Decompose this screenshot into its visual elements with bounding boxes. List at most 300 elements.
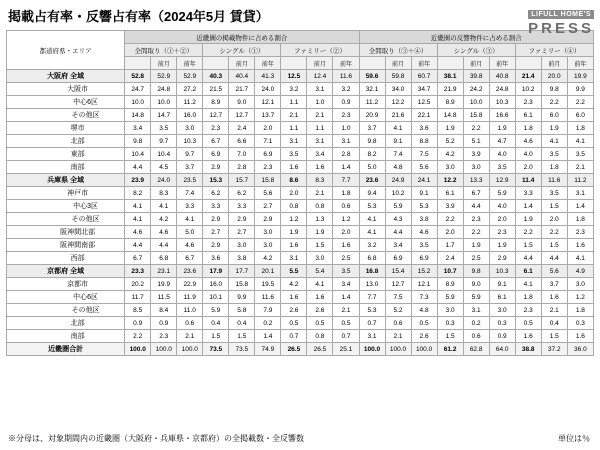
cell-value: 2.3 bbox=[255, 161, 281, 174]
cell-value: 0.7 bbox=[359, 317, 385, 330]
cell-value: 8.6 bbox=[281, 174, 307, 187]
cell-value: 4.1 bbox=[359, 213, 385, 226]
cell-value: 10.7 bbox=[437, 265, 463, 278]
cell-value: 23.9 bbox=[125, 174, 151, 187]
cell-value: 2.2 bbox=[463, 122, 489, 135]
cell-value: 12.2 bbox=[385, 96, 411, 109]
table-row bbox=[7, 265, 594, 278]
row-label: 阪神間南部 bbox=[7, 239, 125, 252]
cell-value: 11.6 bbox=[333, 70, 359, 83]
cell-value: 1.6 bbox=[541, 291, 567, 304]
cell-value: 2.2 bbox=[437, 213, 463, 226]
cell-value: 9.7 bbox=[151, 135, 177, 148]
cell-value: 1.6 bbox=[307, 161, 333, 174]
cell-value: 3.0 bbox=[489, 304, 515, 317]
row-label: その他区 bbox=[7, 304, 125, 317]
cell-value: 34.7 bbox=[411, 83, 437, 96]
cell-value: 4.1 bbox=[515, 278, 541, 291]
cell-value: 9.8 bbox=[125, 135, 151, 148]
cell-value: 4.5 bbox=[151, 161, 177, 174]
cell-value: 4.7 bbox=[489, 135, 515, 148]
cell-value: 1.4 bbox=[567, 200, 593, 213]
cell-value: 4.4 bbox=[541, 252, 567, 265]
period-header-prev-year-5: 前年 bbox=[567, 57, 593, 70]
row-label: 近畿圏合計 bbox=[7, 343, 125, 356]
cell-value: 2.1 bbox=[307, 109, 333, 122]
cell-value: 0.3 bbox=[489, 317, 515, 330]
cell-value: 2.0 bbox=[541, 213, 567, 226]
cell-value: 0.4 bbox=[203, 317, 229, 330]
cell-value: 9.1 bbox=[411, 187, 437, 200]
cell-value: 4.4 bbox=[463, 200, 489, 213]
cell-value: 6.1 bbox=[515, 265, 541, 278]
cell-value: 3.5 bbox=[541, 148, 567, 161]
cell-value: 10.2 bbox=[515, 83, 541, 96]
cell-value: 13.7 bbox=[255, 109, 281, 122]
cell-value: 12.1 bbox=[255, 96, 281, 109]
cell-value: 9.1 bbox=[385, 135, 411, 148]
page-title: 掲載占有率・反響占有率（2024年5月 賃貸） bbox=[8, 9, 269, 24]
cell-value: 1.5 bbox=[307, 239, 333, 252]
cell-value: 2.6 bbox=[411, 330, 437, 343]
cell-value: 14.7 bbox=[151, 109, 177, 122]
cell-value: 1.8 bbox=[567, 304, 593, 317]
cell-value: 9.8 bbox=[463, 265, 489, 278]
cell-value: 73.5 bbox=[229, 343, 255, 356]
sub-header-response-family: ファミリー（④） bbox=[515, 44, 593, 57]
cell-value: 11.6 bbox=[541, 174, 567, 187]
cell-value: 5.6 bbox=[541, 265, 567, 278]
cell-value: 5.9 bbox=[385, 200, 411, 213]
cell-value: 5.0 bbox=[177, 226, 203, 239]
cell-value: 2.3 bbox=[515, 304, 541, 317]
table-row bbox=[7, 343, 594, 356]
cell-value: 2.7 bbox=[255, 200, 281, 213]
period-header-prev-year-4: 前年 bbox=[489, 57, 515, 70]
cell-value: 100.0 bbox=[411, 343, 437, 356]
table-row bbox=[7, 304, 594, 317]
cell-value: 3.3 bbox=[177, 200, 203, 213]
cell-value: 4.1 bbox=[307, 278, 333, 291]
period-header-prev-year-2: 前年 bbox=[333, 57, 359, 70]
occupancy-table bbox=[6, 30, 594, 356]
cell-value: 0.8 bbox=[307, 330, 333, 343]
cell-value: 3.8 bbox=[411, 213, 437, 226]
group-header-listing: 近畿圏の掲載物件に占める割合 bbox=[125, 31, 359, 44]
cell-value: 22.9 bbox=[177, 278, 203, 291]
cell-value: 3.1 bbox=[567, 187, 593, 200]
cell-value: 3.1 bbox=[333, 135, 359, 148]
cell-value: 5.9 bbox=[489, 187, 515, 200]
period-header-prev-month-0: 前月 bbox=[151, 57, 177, 70]
cell-value: 24.0 bbox=[255, 83, 281, 96]
row-label: 南部 bbox=[7, 161, 125, 174]
cell-value: 2.1 bbox=[307, 187, 333, 200]
cell-value: 20.1 bbox=[255, 265, 281, 278]
cell-value: 2.1 bbox=[541, 304, 567, 317]
cell-value: 4.3 bbox=[385, 213, 411, 226]
row-label: 北部 bbox=[7, 317, 125, 330]
cell-value: 1.6 bbox=[567, 330, 593, 343]
cell-value: 5.6 bbox=[411, 161, 437, 174]
cell-value: 23.1 bbox=[151, 265, 177, 278]
cell-value: 40.4 bbox=[229, 70, 255, 83]
cell-value: 2.9 bbox=[229, 213, 255, 226]
cell-value: 61.2 bbox=[437, 343, 463, 356]
table-row bbox=[7, 252, 594, 265]
period-header-prev-month-1: 前月 bbox=[229, 57, 255, 70]
cell-value: 74.9 bbox=[255, 343, 281, 356]
cell-value: 26.5 bbox=[307, 343, 333, 356]
cell-value: 3.0 bbox=[437, 304, 463, 317]
cell-value: 3.2 bbox=[281, 83, 307, 96]
row-label: 兵庫県 全域 bbox=[7, 174, 125, 187]
cell-value: 1.8 bbox=[515, 122, 541, 135]
cell-value: 59.8 bbox=[385, 70, 411, 83]
cell-value: 15.8 bbox=[255, 174, 281, 187]
cell-value: 3.3 bbox=[203, 200, 229, 213]
cell-value: 1.1 bbox=[281, 96, 307, 109]
table-row bbox=[7, 83, 594, 96]
cell-value: 2.3 bbox=[203, 122, 229, 135]
cell-value: 1.2 bbox=[281, 213, 307, 226]
period-header-prev-month-3: 前月 bbox=[385, 57, 411, 70]
cell-value: 13.3 bbox=[463, 174, 489, 187]
cell-value: 13.0 bbox=[359, 278, 385, 291]
cell-value: 1.7 bbox=[437, 239, 463, 252]
cell-value: 6.0 bbox=[541, 109, 567, 122]
cell-value: 9.1 bbox=[489, 278, 515, 291]
cell-value: 100.0 bbox=[177, 343, 203, 356]
cell-value: 6.1 bbox=[437, 187, 463, 200]
cell-value: 21.6 bbox=[385, 109, 411, 122]
cell-value: 2.7 bbox=[203, 226, 229, 239]
sub-header-listing-all: 全間取り（①＋②） bbox=[125, 44, 203, 57]
table-row bbox=[7, 135, 594, 148]
row-label: 阪神間北部 bbox=[7, 226, 125, 239]
cell-value: 24.7 bbox=[125, 83, 151, 96]
cell-value: 7.7 bbox=[333, 174, 359, 187]
cell-value: 0.4 bbox=[229, 317, 255, 330]
cell-value: 0.5 bbox=[281, 317, 307, 330]
cell-value: 41.3 bbox=[255, 70, 281, 83]
cell-value: 1.9 bbox=[541, 122, 567, 135]
row-label: 京都府 全域 bbox=[7, 265, 125, 278]
cell-value: 19.5 bbox=[255, 278, 281, 291]
cell-value: 1.1 bbox=[281, 122, 307, 135]
cell-value: 0.8 bbox=[307, 200, 333, 213]
cell-value: 64.0 bbox=[489, 343, 515, 356]
cell-value: 11.7 bbox=[125, 291, 151, 304]
cell-value: 2.3 bbox=[333, 109, 359, 122]
row-label: 北部 bbox=[7, 135, 125, 148]
cell-value: 0.8 bbox=[281, 200, 307, 213]
table-row bbox=[7, 213, 594, 226]
cell-value: 2.9 bbox=[203, 161, 229, 174]
cell-value: 4.6 bbox=[515, 135, 541, 148]
cell-value: 10.4 bbox=[151, 148, 177, 161]
cell-value: 2.2 bbox=[515, 226, 541, 239]
cell-value: 0.9 bbox=[125, 317, 151, 330]
cell-value: 6.7 bbox=[203, 135, 229, 148]
period-header-current-5 bbox=[515, 57, 541, 70]
cell-value: 4.8 bbox=[411, 304, 437, 317]
cell-value: 2.2 bbox=[125, 330, 151, 343]
cell-value: 7.7 bbox=[359, 291, 385, 304]
cell-value: 6.8 bbox=[359, 252, 385, 265]
cell-value: 1.2 bbox=[333, 213, 359, 226]
cell-value: 10.3 bbox=[489, 265, 515, 278]
cell-value: 5.3 bbox=[359, 304, 385, 317]
cell-value: 7.4 bbox=[385, 148, 411, 161]
cell-value: 0.6 bbox=[177, 317, 203, 330]
cell-value: 0.9 bbox=[489, 330, 515, 343]
cell-value: 9.4 bbox=[359, 187, 385, 200]
cell-value: 1.8 bbox=[567, 122, 593, 135]
cell-value: 1.5 bbox=[229, 330, 255, 343]
cell-value: 1.5 bbox=[541, 200, 567, 213]
cell-value: 1.9 bbox=[489, 122, 515, 135]
cell-value: 23.5 bbox=[177, 174, 203, 187]
cell-value: 10.1 bbox=[203, 291, 229, 304]
cell-value: 4.0 bbox=[489, 200, 515, 213]
cell-value: 3.7 bbox=[359, 122, 385, 135]
cell-value: 0.6 bbox=[463, 330, 489, 343]
cell-value: 3.5 bbox=[333, 265, 359, 278]
cell-value: 4.1 bbox=[125, 200, 151, 213]
table-row bbox=[7, 109, 594, 122]
cell-value: 7.5 bbox=[385, 291, 411, 304]
period-header-prev-year-1: 前年 bbox=[255, 57, 281, 70]
cell-value: 2.9 bbox=[255, 213, 281, 226]
unit-note: 単位は％ bbox=[558, 434, 590, 443]
cell-value: 1.5 bbox=[437, 330, 463, 343]
cell-value: 14.8 bbox=[125, 109, 151, 122]
cell-value: 12.7 bbox=[203, 109, 229, 122]
cell-value: 7.5 bbox=[411, 148, 437, 161]
row-label: 東部 bbox=[7, 148, 125, 161]
cell-value: 8.3 bbox=[307, 174, 333, 187]
cell-value: 8.3 bbox=[151, 187, 177, 200]
period-header-current-1 bbox=[203, 57, 229, 70]
cell-value: 3.1 bbox=[307, 83, 333, 96]
period-header-prev-month-5: 前月 bbox=[541, 57, 567, 70]
cell-value: 5.5 bbox=[281, 265, 307, 278]
cell-value: 1.9 bbox=[463, 239, 489, 252]
row-label: 堺市 bbox=[7, 122, 125, 135]
cell-value: 12.1 bbox=[411, 278, 437, 291]
cell-value: 4.1 bbox=[177, 213, 203, 226]
table-row bbox=[7, 330, 594, 343]
cell-value: 2.0 bbox=[437, 226, 463, 239]
cell-value: 3.2 bbox=[333, 83, 359, 96]
cell-value: 11.0 bbox=[177, 304, 203, 317]
cell-value: 5.2 bbox=[385, 304, 411, 317]
cell-value: 24.8 bbox=[151, 83, 177, 96]
cell-value: 21.7 bbox=[229, 83, 255, 96]
cell-value: 3.0 bbox=[437, 161, 463, 174]
cell-value: 11.2 bbox=[359, 96, 385, 109]
cell-value: 6.9 bbox=[385, 252, 411, 265]
cell-value: 3.4 bbox=[125, 122, 151, 135]
cell-value: 22.1 bbox=[411, 109, 437, 122]
cell-value: 100.0 bbox=[359, 343, 385, 356]
cell-value: 2.0 bbox=[333, 226, 359, 239]
cell-value: 23.3 bbox=[125, 265, 151, 278]
table-row bbox=[7, 70, 594, 83]
cell-value: 0.4 bbox=[541, 317, 567, 330]
cell-value: 9.8 bbox=[359, 135, 385, 148]
cell-value: 6.6 bbox=[229, 135, 255, 148]
cell-value: 15.2 bbox=[411, 265, 437, 278]
period-header-current-3 bbox=[359, 57, 385, 70]
period-header-prev-year-0: 前年 bbox=[177, 57, 203, 70]
period-header-current-4 bbox=[437, 57, 463, 70]
cell-value: 3.0 bbox=[177, 122, 203, 135]
cell-value: 0.2 bbox=[255, 317, 281, 330]
cell-value: 2.2 bbox=[541, 226, 567, 239]
cell-value: 27.2 bbox=[177, 83, 203, 96]
cell-value: 3.0 bbox=[255, 226, 281, 239]
cell-value: 12.5 bbox=[281, 70, 307, 83]
cell-value: 1.4 bbox=[255, 330, 281, 343]
row-label: 神戸市 bbox=[7, 187, 125, 200]
cell-value: 39.8 bbox=[463, 70, 489, 83]
cell-value: 11.6 bbox=[255, 291, 281, 304]
cell-value: 4.4 bbox=[125, 239, 151, 252]
cell-value: 1.6 bbox=[515, 330, 541, 343]
cell-value: 9.0 bbox=[463, 278, 489, 291]
cell-value: 38.8 bbox=[515, 343, 541, 356]
cell-value: 2.9 bbox=[203, 239, 229, 252]
cell-value: 3.9 bbox=[437, 200, 463, 213]
table-row bbox=[7, 278, 594, 291]
cell-value: 0.6 bbox=[385, 317, 411, 330]
cell-value: 15.3 bbox=[203, 174, 229, 187]
cell-value: 3.6 bbox=[411, 122, 437, 135]
cell-value: 20.0 bbox=[541, 70, 567, 83]
cell-value: 4.4 bbox=[515, 252, 541, 265]
cell-value: 8.9 bbox=[437, 96, 463, 109]
cell-value: 1.5 bbox=[541, 239, 567, 252]
cell-value: 8.9 bbox=[437, 278, 463, 291]
cell-value: 8.8 bbox=[411, 135, 437, 148]
cell-value: 8.2 bbox=[359, 148, 385, 161]
cell-value: 21.5 bbox=[203, 83, 229, 96]
cell-value: 4.1 bbox=[359, 226, 385, 239]
cell-value: 8.5 bbox=[125, 304, 151, 317]
cell-value: 1.9 bbox=[307, 226, 333, 239]
cell-value: 2.1 bbox=[333, 304, 359, 317]
cell-value: 2.9 bbox=[203, 213, 229, 226]
corner-header: 都道府県・エリア bbox=[7, 31, 125, 70]
table-row bbox=[7, 317, 594, 330]
cell-value: 0.9 bbox=[333, 96, 359, 109]
cell-value: 100.0 bbox=[385, 343, 411, 356]
cell-value: 16.8 bbox=[359, 265, 385, 278]
cell-value: 1.6 bbox=[333, 239, 359, 252]
cell-value: 6.2 bbox=[203, 187, 229, 200]
cell-value: 2.0 bbox=[281, 187, 307, 200]
row-label: 中心6区 bbox=[7, 96, 125, 109]
cell-value: 59.6 bbox=[359, 70, 385, 83]
cell-value: 0.9 bbox=[151, 317, 177, 330]
cell-value: 2.2 bbox=[463, 226, 489, 239]
cell-value: 40.3 bbox=[203, 70, 229, 83]
cell-value: 2.2 bbox=[567, 96, 593, 109]
cell-value: 2.3 bbox=[151, 330, 177, 343]
cell-value: 2.1 bbox=[385, 330, 411, 343]
cell-value: 1.0 bbox=[307, 96, 333, 109]
cell-value: 73.5 bbox=[203, 343, 229, 356]
cell-value: 1.6 bbox=[281, 161, 307, 174]
cell-value: 16.0 bbox=[177, 109, 203, 122]
cell-value: 6.9 bbox=[411, 252, 437, 265]
cell-value: 6.2 bbox=[229, 187, 255, 200]
cell-value: 2.0 bbox=[515, 161, 541, 174]
cell-value: 24.0 bbox=[151, 174, 177, 187]
cell-value: 19.9 bbox=[151, 278, 177, 291]
cell-value: 8.4 bbox=[151, 304, 177, 317]
cell-value: 9.8 bbox=[541, 83, 567, 96]
cell-value: 1.9 bbox=[281, 226, 307, 239]
cell-value: 3.9 bbox=[463, 148, 489, 161]
cell-value: 11.2 bbox=[567, 174, 593, 187]
cell-value: 4.0 bbox=[489, 148, 515, 161]
cell-value: 1.9 bbox=[489, 239, 515, 252]
row-label: その他区 bbox=[7, 109, 125, 122]
cell-value: 0.2 bbox=[463, 317, 489, 330]
cell-value: 19.9 bbox=[567, 70, 593, 83]
cell-value: 3.1 bbox=[281, 135, 307, 148]
cell-value: 24.1 bbox=[411, 174, 437, 187]
cell-value: 3.0 bbox=[229, 239, 255, 252]
cell-value: 24.2 bbox=[463, 83, 489, 96]
cell-value: 1.9 bbox=[437, 122, 463, 135]
cell-value: 5.4 bbox=[307, 265, 333, 278]
cell-value: 3.7 bbox=[541, 278, 567, 291]
cell-value: 12.7 bbox=[385, 278, 411, 291]
cell-value: 16.0 bbox=[203, 278, 229, 291]
cell-value: 2.4 bbox=[229, 122, 255, 135]
cell-value: 5.9 bbox=[203, 304, 229, 317]
cell-value: 4.2 bbox=[281, 278, 307, 291]
cell-value: 10.0 bbox=[463, 96, 489, 109]
cell-value: 2.0 bbox=[489, 213, 515, 226]
cell-value: 5.9 bbox=[437, 291, 463, 304]
table-row bbox=[7, 187, 594, 200]
cell-value: 9.0 bbox=[229, 96, 255, 109]
cell-value: 1.6 bbox=[307, 291, 333, 304]
cell-value: 40.8 bbox=[489, 70, 515, 83]
table-row bbox=[7, 200, 594, 213]
cell-value: 10.0 bbox=[125, 96, 151, 109]
cell-value: 4.2 bbox=[437, 148, 463, 161]
cell-value: 1.5 bbox=[203, 330, 229, 343]
cell-value: 7.9 bbox=[255, 304, 281, 317]
cell-value: 10.4 bbox=[125, 148, 151, 161]
cell-value: 0.5 bbox=[411, 317, 437, 330]
cell-value: 0.5 bbox=[515, 317, 541, 330]
cell-value: 20.9 bbox=[359, 109, 385, 122]
cell-value: 11.9 bbox=[177, 291, 203, 304]
cell-value: 2.1 bbox=[567, 161, 593, 174]
cell-value: 3.0 bbox=[567, 278, 593, 291]
cell-value: 26.5 bbox=[281, 343, 307, 356]
cell-value: 2.3 bbox=[567, 226, 593, 239]
cell-value: 21.9 bbox=[437, 83, 463, 96]
cell-value: 3.1 bbox=[463, 304, 489, 317]
